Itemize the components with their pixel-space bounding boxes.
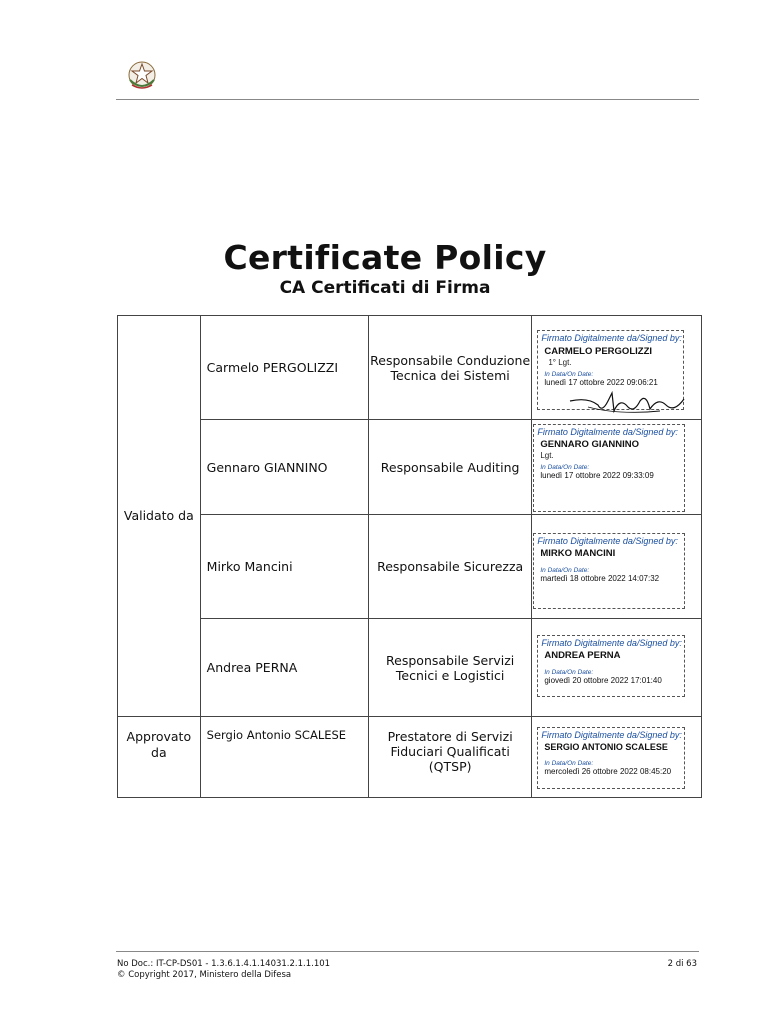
signer-name: Sergio Antonio SCALESE bbox=[200, 717, 368, 798]
stamp-date: mercoledì 26 ottobre 2022 08:45:20 bbox=[544, 767, 672, 776]
handwritten-signature-image bbox=[568, 387, 688, 417]
signer-function: Responsabile Auditing bbox=[368, 420, 531, 515]
header-rule bbox=[116, 99, 699, 100]
signature-cell bbox=[532, 515, 702, 619]
stamp-date: lunedì 17 ottobre 2022 09:33:09 bbox=[540, 471, 654, 480]
stamp-grade: 1° Lgt. bbox=[548, 358, 572, 367]
signer-function: Responsabile Sicurezza bbox=[368, 515, 531, 619]
table-row bbox=[118, 515, 702, 619]
stamp-grade: Lgt. bbox=[540, 451, 554, 460]
signer-name: Andrea PERNA bbox=[200, 619, 368, 717]
signature-cell bbox=[532, 316, 702, 420]
stamp-date-label: In Data/On Date: bbox=[540, 567, 590, 574]
signature-stamp bbox=[533, 533, 685, 609]
stamp-signer: GENNARO GIANNINO bbox=[540, 439, 640, 450]
stamp-signer: CARMELO PERGOLIZZI bbox=[544, 346, 653, 357]
signer-name: Gennaro GIANNINO bbox=[200, 420, 368, 515]
table-row bbox=[118, 619, 702, 717]
document-title: Certificate Policy bbox=[223, 238, 547, 277]
approved-label: Approvato da bbox=[118, 717, 201, 798]
stamp-header: Firmato Digitalmente da/Signed by: bbox=[541, 638, 682, 648]
signature-cell bbox=[532, 619, 702, 717]
signature-stamp bbox=[537, 727, 685, 789]
signature-cell bbox=[532, 717, 702, 798]
signature-stamp bbox=[533, 424, 685, 512]
signer-function: Responsabile Conduzione Tecnica dei Sistemi bbox=[368, 316, 531, 420]
footer-copyright: © Copyright 2017, Ministero della Difesa bbox=[117, 970, 292, 980]
table-row bbox=[118, 420, 702, 515]
page-number: 2 di 63 bbox=[667, 959, 697, 969]
table-row bbox=[118, 717, 702, 798]
stamp-date-label: In Data/On Date: bbox=[544, 371, 594, 378]
signer-name: Carmelo PERGOLIZZI bbox=[200, 316, 368, 420]
validated-label: Validato da bbox=[118, 316, 201, 717]
stamp-header: Firmato Digitalmente da/Signed by: bbox=[537, 536, 678, 546]
stamp-date: giovedì 20 ottobre 2022 17:01:40 bbox=[544, 676, 662, 685]
stamp-date: lunedì 17 ottobre 2022 09:06:21 bbox=[544, 378, 658, 387]
signer-name: Mirko Mancini bbox=[200, 515, 368, 619]
document-subtitle: CA Certificati di Firma bbox=[279, 278, 491, 298]
stamp-date-label: In Data/On Date: bbox=[544, 669, 594, 676]
footer-doc-number: No Doc.: IT-CP-DS01 - 1.3.6.1.4.1.14031.2.1.1.101 bbox=[117, 959, 331, 969]
stamp-signer: ANDREA PERNA bbox=[544, 650, 621, 661]
stamp-date: martedì 18 ottobre 2022 14:07:32 bbox=[540, 574, 660, 583]
stamp-header: Firmato Digitalmente da/Signed by: bbox=[541, 333, 682, 343]
stamp-date-label: In Data/On Date: bbox=[540, 464, 590, 471]
table-row bbox=[118, 316, 702, 420]
signature-table bbox=[117, 315, 702, 798]
footer-info bbox=[117, 959, 330, 981]
footer-rule bbox=[116, 951, 699, 952]
signature-stamp bbox=[537, 330, 684, 410]
signer-function: Responsabile Servizi Tecnici e Logistici bbox=[368, 619, 531, 717]
signature-cell bbox=[532, 420, 702, 515]
stamp-header: Firmato Digitalmente da/Signed by: bbox=[537, 427, 678, 437]
stamp-signer: MIRKO MANCINI bbox=[540, 548, 616, 559]
stamp-signer: SERGIO ANTONIO SCALESE bbox=[544, 742, 668, 752]
signer-function: Prestatore di Servizi Fiduciari Qualificati (QTSP) bbox=[368, 717, 531, 798]
stamp-header: Firmato Digitalmente da/Signed by: bbox=[541, 730, 682, 740]
signature-stamp bbox=[537, 635, 685, 697]
stamp-date-label: In Data/On Date: bbox=[544, 760, 594, 767]
emblem-logo bbox=[125, 58, 159, 92]
